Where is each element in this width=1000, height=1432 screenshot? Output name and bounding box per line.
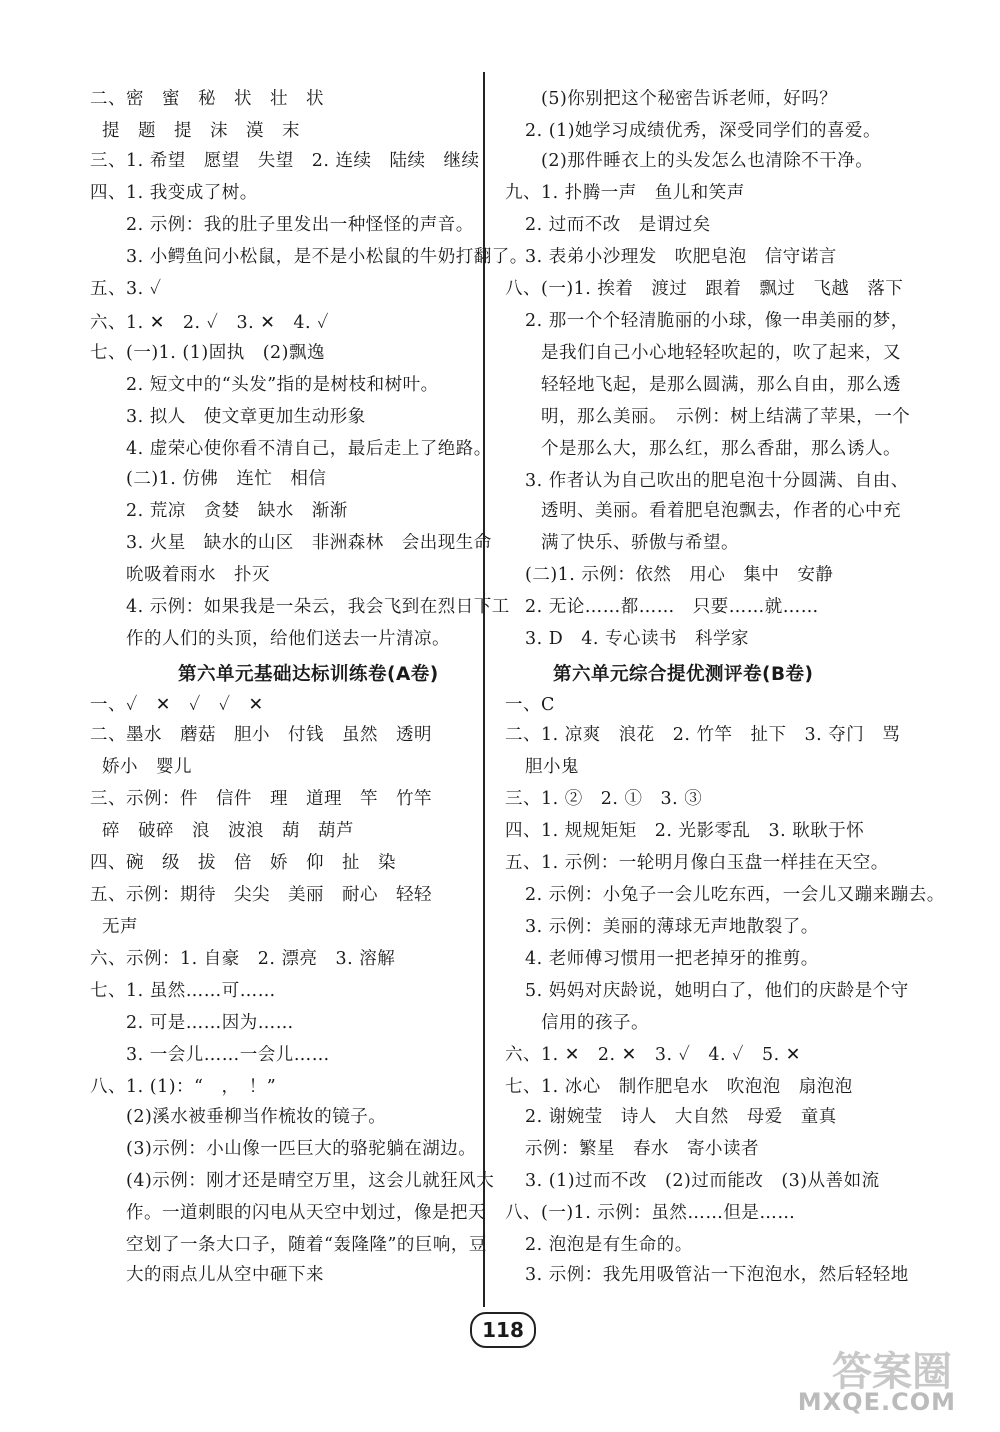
right-answer-line: 3. (1)过而不改 (2)过而能改 (3)从善如流	[525, 1171, 880, 1191]
right-answer-line: (二)1. 示例：依然 用心 集中 安静	[525, 565, 834, 585]
left-answer-line: 4. 示例：如果我是一朵云，我会飞到在烈日下工	[126, 597, 510, 617]
left-answer-line: 一、✓ ✕ ✓ ✓ ✕	[90, 695, 264, 715]
left-section-heading: 第六单元基础达标训练卷(A卷)	[178, 664, 439, 685]
right-section-heading: 第六单元综合提优测评卷(B卷)	[553, 664, 814, 685]
right-answer-line: 2. 泡泡是有生命的。	[525, 1235, 693, 1255]
right-answer-line: 2. 示例：小兔子一会儿吃东西，一会儿又蹦来蹦去。	[525, 885, 945, 905]
left-answer-line: 三、示例：件 信件 理 道理 竿 竹竿	[90, 789, 432, 809]
left-answer-line: 娇小 婴儿	[102, 757, 192, 777]
left-answer-line: 无声	[102, 917, 138, 937]
right-answer-line: 3. 示例：我先用吸管沾一下泡泡水，然后轻轻地	[525, 1265, 909, 1285]
left-answer-line: 六、示例：1. 自豪 2. 漂亮 3. 溶解	[90, 949, 396, 969]
right-answer-line: 九、1. 扑腾一声 鱼儿和笑声	[505, 183, 745, 203]
left-answer-line: (二)1. 仿佛 连忙 相信	[126, 469, 327, 489]
left-answer-line: 作。一道刺眼的闪电从天空中划过，像是把天	[126, 1203, 486, 1223]
right-answer-line: 七、1. 冰心 制作肥皂水 吹泡泡 扇泡泡	[505, 1077, 853, 1097]
right-answer-line: 2. 谢婉莹 诗人 大自然 母爱 童真	[525, 1107, 837, 1127]
right-answer-line: 是我们自己小心地轻轻吹起的，吹了起来，又	[541, 343, 901, 363]
left-answer-line: 四、碗 级 拔 倍 娇 仰 扯 染	[90, 853, 396, 873]
left-answer-line: 六、1. ✕ 2. ✓ 3. ✕ 4. ✓	[90, 313, 329, 333]
left-answer-line: (2)溪水被垂柳当作梳妆的镜子。	[126, 1107, 387, 1127]
left-answer-line: (3)示例：小山像一匹巨大的骆驼躺在湖边。	[126, 1139, 477, 1159]
right-answer-line: 轻轻地飞起，是那么圆满，那么自由，那么透	[541, 375, 901, 395]
left-answer-line: 吮吸着雨水 扑灭	[126, 565, 270, 585]
left-answer-line: 七、1. 虽然……可……	[90, 981, 276, 1001]
right-answer-line: 2. (1)她学习成绩优秀，深受同学们的喜爱。	[525, 121, 882, 141]
left-answer-line: 3. 火星 缺水的山区 非洲森林 会出现生命	[126, 533, 492, 553]
right-answer-line: 示例：繁星 春水 寄小读者	[525, 1139, 759, 1159]
right-answer-line: 五、1. 示例：一轮明月像白玉盘一样挂在天空。	[505, 853, 889, 873]
right-answer-line: 八、(一)1. 示例：虽然……但是……	[505, 1203, 796, 1223]
right-answer-line: 3. 示例：美丽的薄球无声地散裂了。	[525, 917, 819, 937]
left-answer-line: 提 题 提 沫 漠 末	[102, 121, 300, 141]
right-answer-line: 二、1. 凉爽 浪花 2. 竹竿 扯下 3. 夺门 骂	[505, 725, 901, 745]
left-answer-line: 七、(一)1. (1)固执 (2)飘逸	[90, 343, 325, 363]
right-answer-line: 2. 那一个个轻清脆丽的小球，像一串美丽的梦，	[525, 311, 909, 331]
right-answer-line: 2. 过而不改 是谓过矣	[525, 215, 711, 235]
left-answer-line: 碎 破碎 浪 波浪 葫 葫芦	[102, 821, 354, 841]
right-answer-line: 3. 作者认为自己吹出的肥皂泡十分圆满、自由、	[525, 471, 909, 491]
right-answer-line: 3. 表弟小沙理发 吹肥皂泡 信守诺言	[525, 247, 837, 267]
left-answer-line: 2. 示例：我的肚子里发出一种怪怪的声音。	[126, 215, 474, 235]
left-answer-line: 3. 小鳄鱼问小松鼠，是不是小松鼠的牛奶打翻了。	[126, 247, 528, 267]
left-answer-line: 2. 可是……因为……	[126, 1013, 294, 1033]
watermark-url: MXQE.COM	[797, 1388, 956, 1416]
left-answer-line: 空划了一条大口子，随着“轰隆隆”的巨响，豆	[126, 1235, 487, 1255]
left-answer-line: 2. 荒凉 贪婪 缺水 渐渐	[126, 501, 348, 521]
right-answer-line: 明，那么美丽。 示例：树上结满了苹果，一个	[541, 407, 911, 427]
right-answer-line: 5. 妈妈对庆龄说，她明白了，他们的庆龄是个守	[525, 981, 909, 1001]
page-number: 118	[470, 1312, 536, 1348]
right-answer-line: 2. 无论……都…… 只要……就……	[525, 597, 819, 617]
right-answer-line: 3. D 4. 专心读书 科学家	[525, 629, 750, 649]
left-answer-line: 大的雨点儿从空中砸下来	[126, 1265, 324, 1285]
left-answer-line: 二、墨水 蘑菇 胆小 付钱 虽然 透明	[90, 725, 432, 745]
left-answer-line: 四、1. 我变成了树。	[90, 183, 258, 203]
right-answer-line: 三、1. ② 2. ① 3. ③	[505, 789, 703, 809]
right-answer-line: 八、(一)1. 挨着 渡过 跟着 飘过 飞越 落下	[505, 279, 904, 299]
right-answer-line: (2)那件睡衣上的头发怎么也清除不干净。	[541, 151, 874, 171]
left-answer-line: 作的人们的头顶，给他们送去一片清凉。	[126, 629, 450, 649]
left-answer-line: 五、示例：期待 尖尖 美丽 耐心 轻轻	[90, 885, 432, 905]
watermark-logo	[760, 1340, 970, 1420]
left-answer-line: 3. 拟人 使文章更加生动形象	[126, 407, 366, 427]
left-answer-line: 3. 一会儿……一会儿……	[126, 1045, 330, 1065]
left-answer-line: 4. 虚荣心使你看不清自己，最后走上了绝路。	[126, 439, 492, 459]
left-answer-line: (4)示例：刚才还是晴空万里，这会儿就狂风大	[126, 1171, 495, 1191]
left-answer-line: 2. 短文中的“头发”指的是树枝和树叶。	[126, 375, 439, 395]
right-answer-line: 信用的孩子。	[541, 1013, 649, 1033]
right-answer-line: 六、1. ✕ 2. ✕ 3. ✓ 4. ✓ 5. ✕	[505, 1045, 801, 1065]
right-answer-line: 四、1. 规规矩矩 2. 光影零乱 3. 耿耿于怀	[505, 821, 865, 841]
watermark-title: 答案圈	[832, 1349, 952, 1395]
left-answer-line: 二、密 蜜 秘 状 壮 状	[90, 89, 324, 109]
left-answer-line: 三、1. 希望 愿望 失望 2. 连续 陆续 继续	[90, 151, 480, 171]
right-answer-line: (5)你别把这个秘密告诉老师，好吗？	[541, 89, 838, 109]
right-answer-line: 一、C	[505, 695, 555, 715]
left-answer-line: 八、1. (1)：“ ， ！”	[90, 1077, 277, 1097]
right-answer-line: 胆小鬼	[525, 757, 579, 777]
right-answer-line: 满了快乐、骄傲与希望。	[541, 533, 739, 553]
left-answer-line: 五、3. ✓	[90, 279, 162, 299]
right-answer-line: 4. 老师傅习惯用一把老掉牙的推剪。	[525, 949, 819, 969]
right-answer-line: 个是那么大，那么红，那么香甜，那么诱人。	[541, 439, 901, 459]
right-answer-line: 透明、美丽。看着肥皂泡飘去，作者的心中充	[541, 501, 901, 521]
